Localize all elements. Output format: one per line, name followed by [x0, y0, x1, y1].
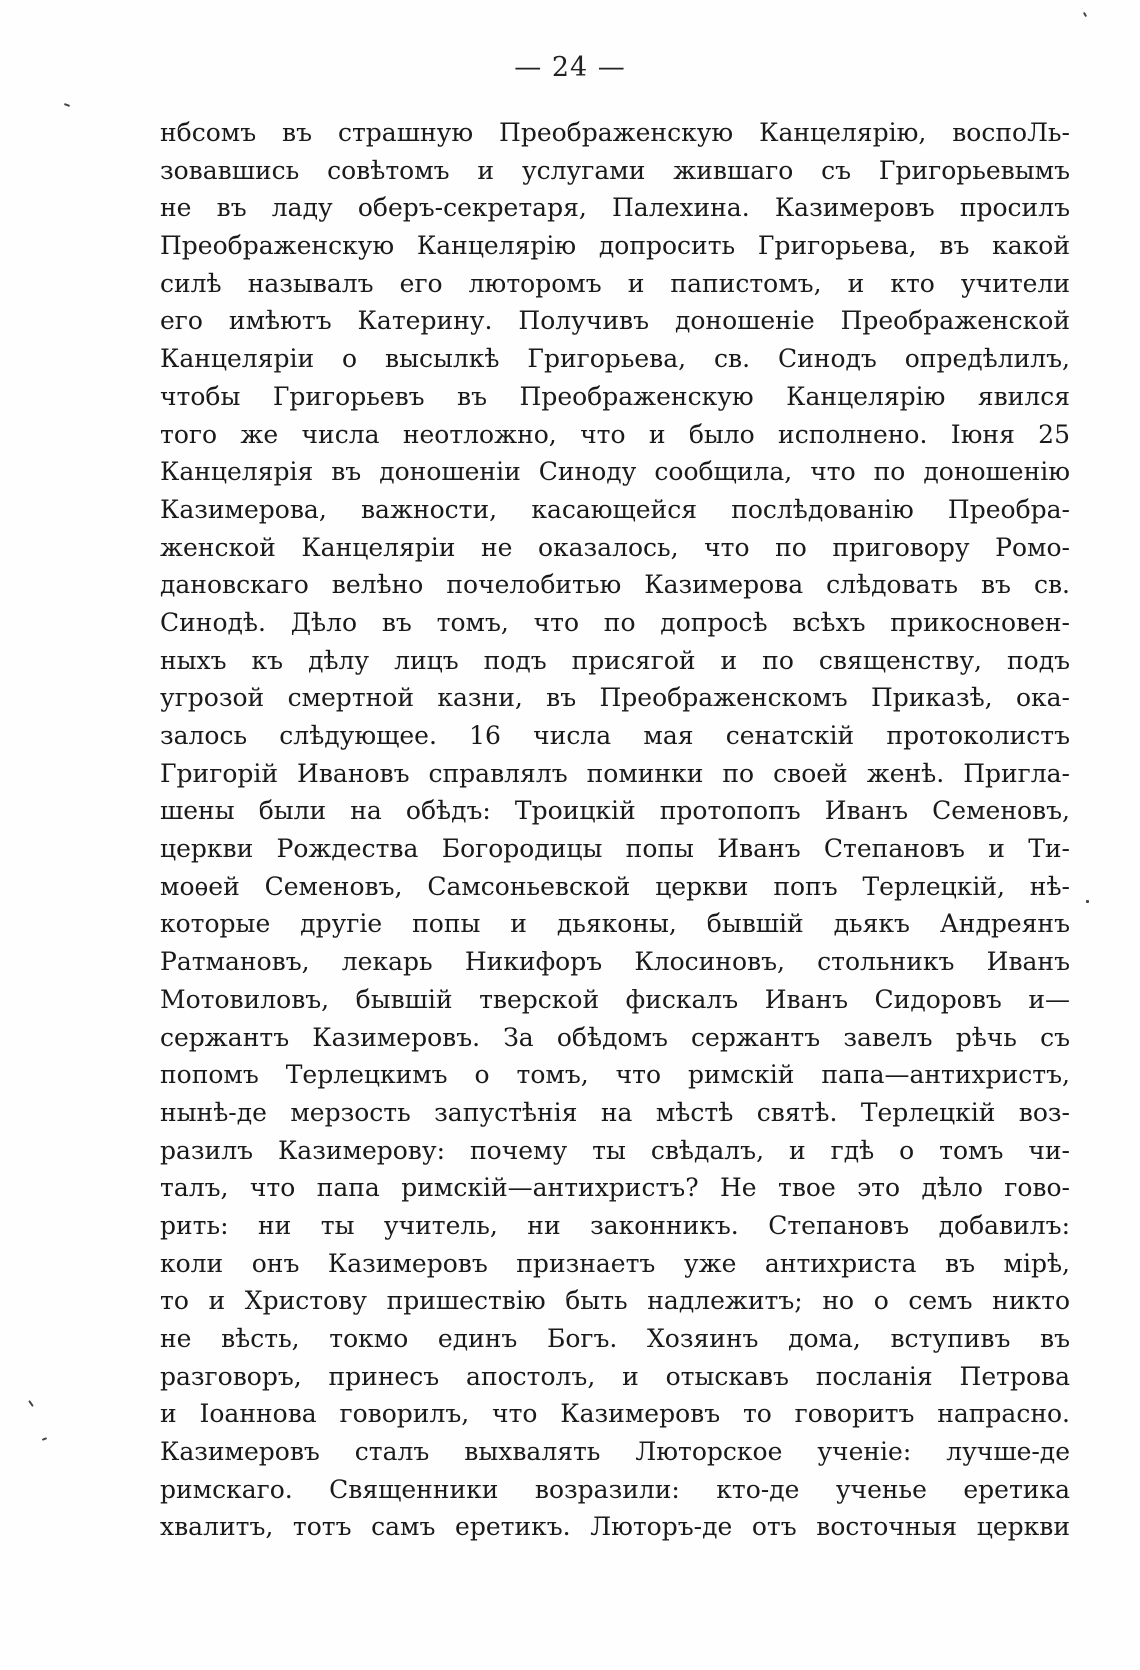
text-line: зовавшись совѣтомъ и услугами жившаго съ Григорьевымъ	[160, 155, 1070, 185]
text-line: чтобы Григорьевъ въ Преображенскую Канцелярію явился	[160, 381, 1070, 411]
text-line: залось слѣдующее. 16 числа мая сенатскій протоколистъ	[160, 721, 1070, 750]
body-text	[160, 114, 1070, 1546]
text-line: угрозой смертной казни, въ Преображенскомъ Приказѣ, ока-	[160, 683, 1070, 713]
text-line: моѳей Семеновъ, Самсоньевской церкви попъ Терлецкій, нѣ-	[160, 871, 1070, 901]
text-line: Синодѣ. Дѣло въ томъ, что по допросѣ всѣхъ прикосновен-	[160, 607, 1070, 637]
text-line: то и Христову пришествію быть надлежитъ; но о семъ никто	[160, 1286, 1070, 1316]
page-number: — 24 —	[514, 52, 626, 83]
text-line: и Іоаннова говорилъ, что Казимеровъ то говоритъ напрасно.	[160, 1399, 1070, 1429]
text-line: нбсомъ въ страшную Преображенскую Канцелярію, воспоЛь-	[160, 118, 1070, 147]
scan-speck	[1086, 900, 1089, 903]
text-line: Канцеляріи о высылкѣ Григорьева, св. Синодъ опредѣлилъ,	[160, 344, 1070, 374]
text-line: Канцелярія въ доношеніи Синоду сообщила, что по доношенію	[160, 457, 1070, 487]
text-line: римскаго. Священники возразили: кто-де ученье еретика	[160, 1474, 1070, 1504]
text-line: шены были на обѣдъ: Троицкій протопопъ Иванъ Семеновъ,	[160, 796, 1070, 826]
scan-speck	[28, 1400, 34, 1407]
scan-speck	[64, 103, 70, 107]
text-line: не вѣсть, токмо единъ Богъ. Хозяинъ дома, вступивъ въ	[160, 1324, 1070, 1353]
text-line: того же числа неотложно, что и было исполнено. Іюня 25	[160, 419, 1070, 449]
text-line: дановскаго велѣно почелобитью Казимерова слѣдовать въ св.	[160, 570, 1070, 600]
text-line: Григорій Ивановъ справлялъ поминки по своей женѣ. Пригла-	[160, 758, 1070, 788]
text-line: Казимерова, важности, касающейся послѣдованію Преобра-	[160, 494, 1070, 524]
text-line: сержантъ Казимеровъ. За обѣдомъ сержантъ завелъ рѣчь съ	[160, 1022, 1070, 1052]
text-line: Казимеровъ сталъ выхвалять Люторское ученіе: лучше-де	[160, 1437, 1070, 1467]
text-line: церкви Рождества Богородицы попы Иванъ Степановъ и Ти-	[160, 834, 1070, 864]
text-line: попомъ Терлецкимъ о томъ, что римскій папа—антихристъ,	[160, 1060, 1070, 1090]
text-line: коли онъ Казимеровъ признаетъ уже антихриста въ мірѣ,	[160, 1248, 1070, 1278]
text-line: нынѣ-де мерзость запустѣнія на мѣстѣ святѣ. Терлецкій воз-	[160, 1097, 1070, 1127]
text-line: разговоръ, принесъ апостолъ, и отыскавъ посланія Петрова	[160, 1361, 1070, 1391]
text-line: женской Канцеляріи не оказалось, что по приговору Ромо-	[160, 532, 1070, 562]
text-line: силѣ называлъ его люторомъ и папистомъ, и кто учители	[160, 268, 1070, 298]
text-line: хвалитъ, тотъ самъ еретикъ. Люторъ-де отъ восточныя церкви	[160, 1512, 1070, 1542]
text-line: не въ ладу оберъ-секретаря, Палехина. Казимеровъ просилъ	[160, 193, 1070, 223]
text-line: талъ, что папа римскій—антихристъ? Не твое это дѣло гово-	[160, 1173, 1070, 1203]
text-line: рить: ни ты учитель, ни законникъ. Степановъ добавилъ:	[160, 1210, 1070, 1240]
scan-speck	[1083, 12, 1087, 17]
text-line: разилъ Казимерову: почему ты свѣдалъ, и гдѣ о томъ чи-	[160, 1135, 1070, 1165]
text-line: Преображенскую Канцелярію допросить Григорьева, въ какой	[160, 231, 1070, 261]
text-line: его имѣютъ Катерину. Получивъ доношеніе Преображенской	[160, 306, 1070, 336]
scan-speck	[42, 1437, 47, 1441]
text-line: которые другіе попы и дьяконы, бывшій дьякъ Андреянъ	[160, 909, 1070, 939]
text-line: Мотовиловъ, бывшій тверской фискалъ Иванъ Сидоровъ и—	[160, 984, 1070, 1014]
text-line: ныхъ къ дѣлу лицъ подъ присягой и по священству, подъ	[160, 645, 1070, 675]
text-line: Ратмановъ, лекарь Никифоръ Клосиновъ, стольникъ Иванъ	[160, 947, 1070, 977]
